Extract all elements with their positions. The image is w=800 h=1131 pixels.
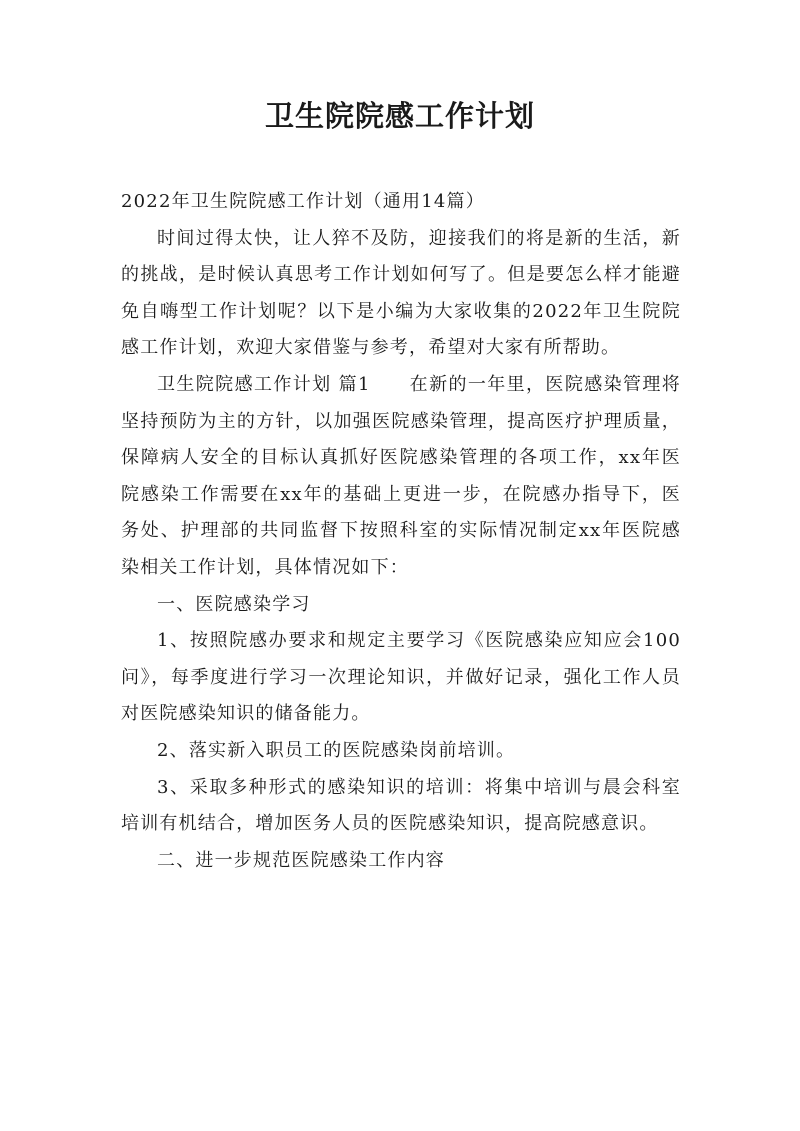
document-body — [121, 184, 681, 879]
list-item-3: 3、采取多种形式的感染知识的培训：将集中培训与晨会科室培训有机结合，增加医务人员的医院感染知识，提高院感意识。 — [121, 776, 681, 835]
list-item-1: 1、按照院感办要求和规定主要学习《医院感染应知应会100问》，每季度进行学习一次理论知识，并做好记录，强化工作人员对医院感染知识的储备能力。 — [121, 630, 681, 725]
document-title: 卫生院院感工作计划 — [264, 99, 535, 133]
section-heading-1: 一、医院感染学习 — [157, 593, 311, 615]
section-heading-2: 二、进一步规范医院感染工作内容 — [157, 849, 445, 871]
document-subtitle: 2022年卫生院院感工作计划（通用14篇） — [121, 191, 485, 212]
list-item-2: 2、落实新入职员工的医院感染岗前培训。 — [157, 739, 516, 761]
plan-paragraph-1: 卫生院院感工作计划 篇1 在新的一年里，医院感染管理将坚持预防为主的方针，以加强医院感染管理，提高医疗护理质量，保障病人安全的目标认真抓好医院感染管理的各项工作，xx年医院感染工作需要在xx年的基础上更进一步，在院感办指导下，医务处、护理部的共同监督下按照科室的实际情况制定xx年医院感染相关工作计划，具体情况如下： — [121, 373, 681, 578]
intro-paragraph: 时间过得太快，让人猝不及防，迎接我们的将是新的生活，新的挑战，是时候认真思考工作计划如何写了。但是要怎么样才能避免自嗨型工作计划呢？以下是小编为大家收集的2022年卫生院院感工作计划，欢迎大家借鉴与参考，希望对大家有所帮助。 — [121, 227, 681, 359]
